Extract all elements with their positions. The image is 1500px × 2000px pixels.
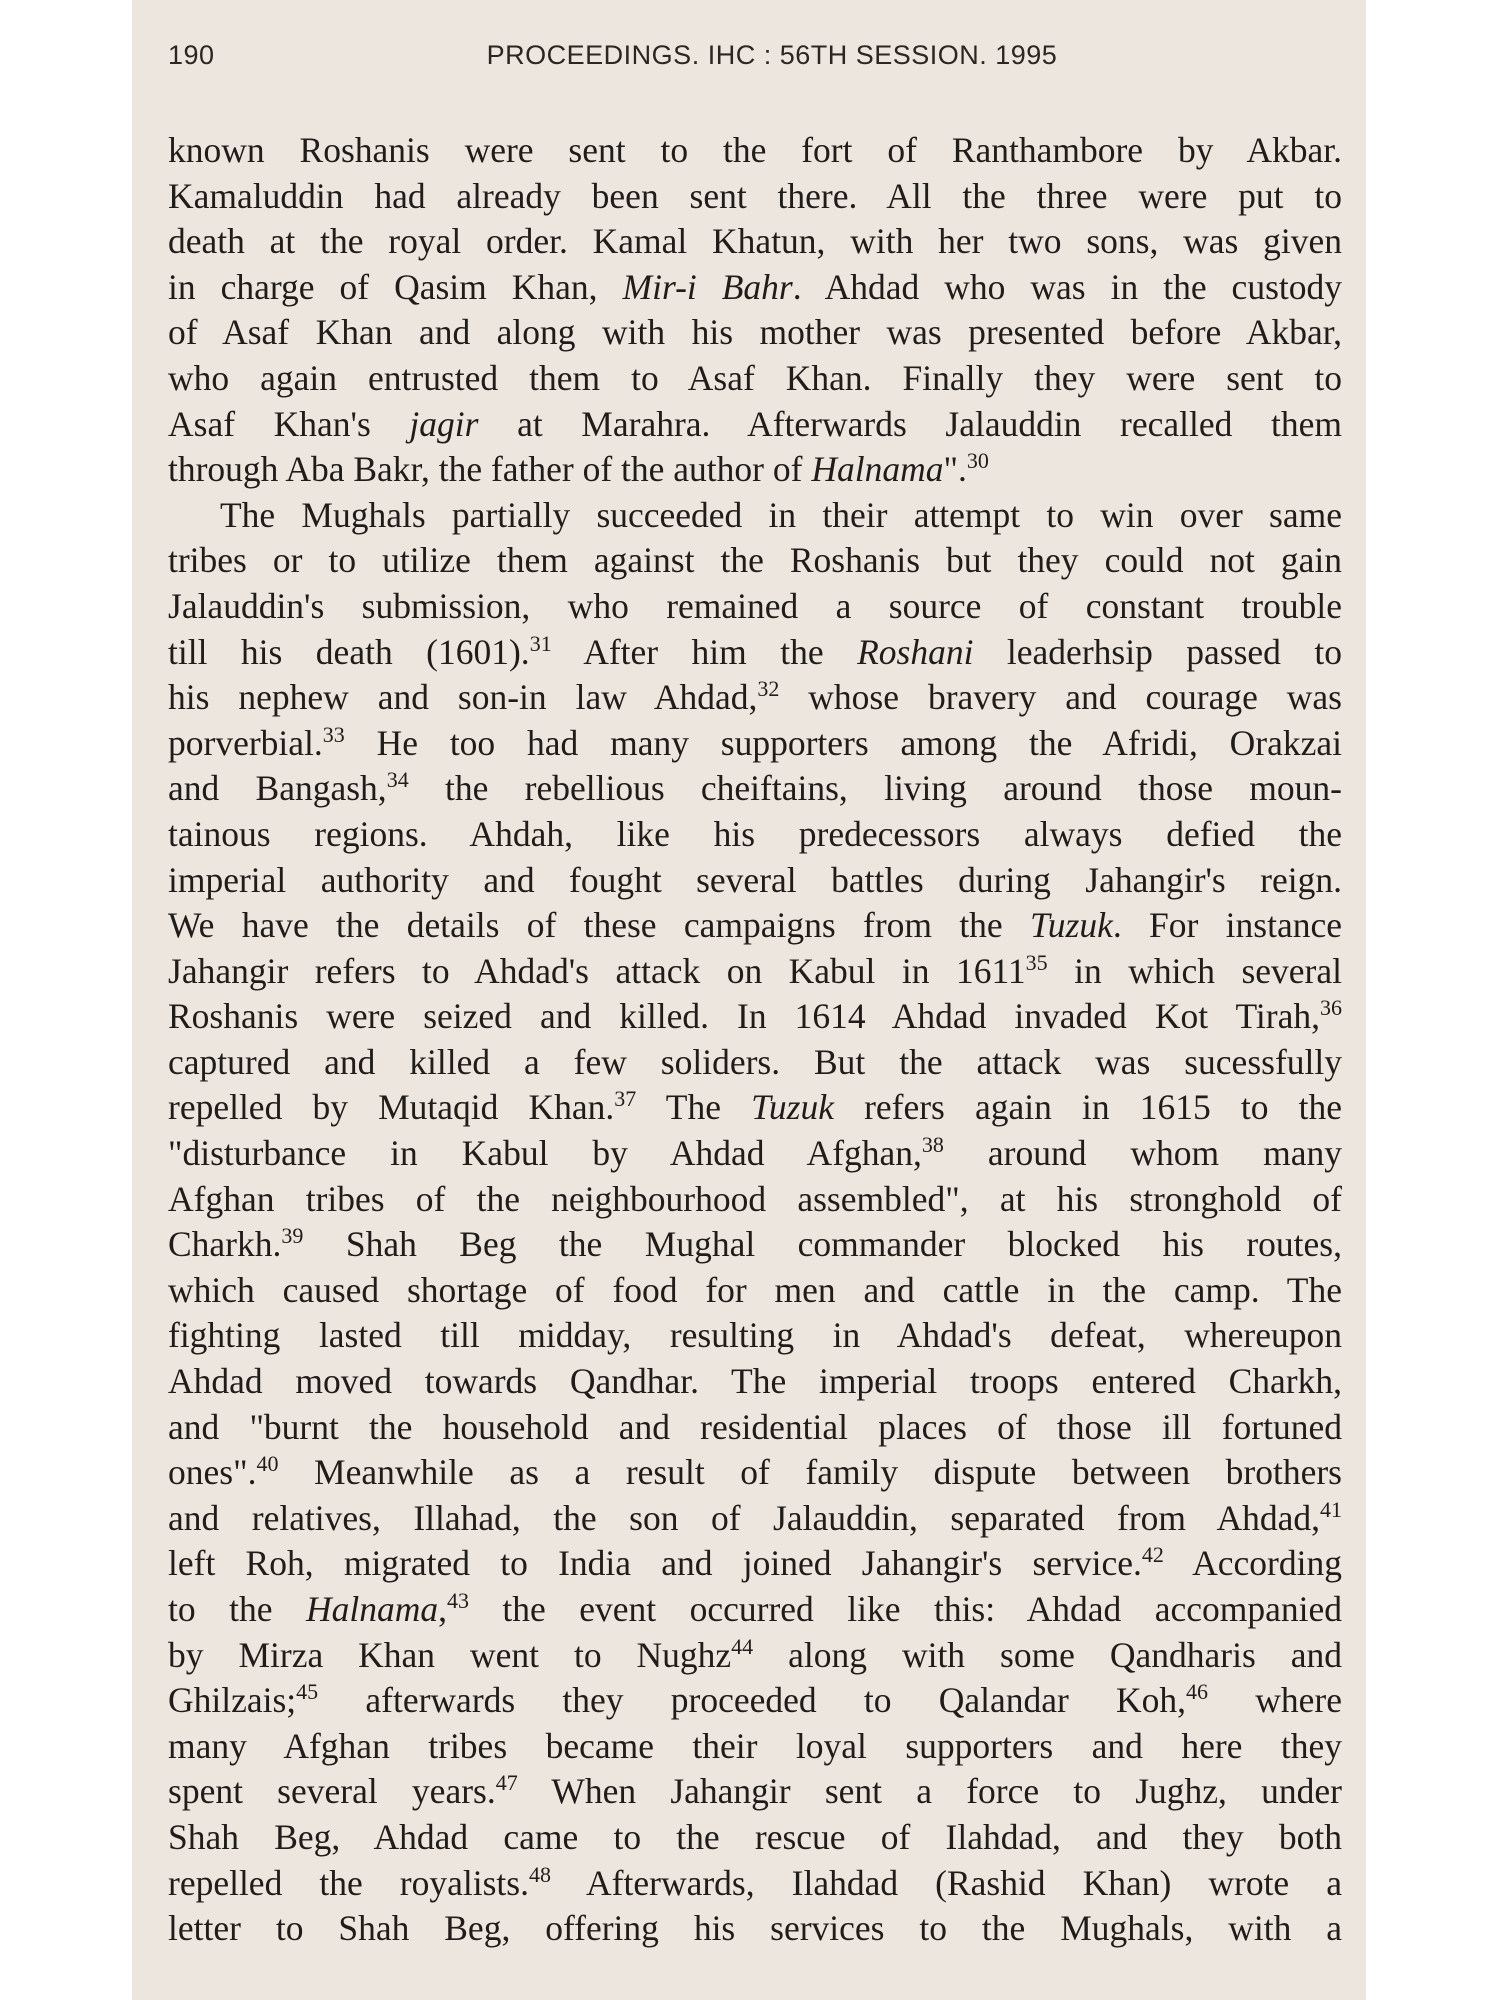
text-segment: and relatives, Illahad, the son of Jalauddin, separated from Ahdad, [168, 1497, 1320, 1538]
footnote-ref: 44 [731, 1633, 754, 1659]
text-segment: Shah Beg the Mughal commander blocked his routes, [303, 1224, 1342, 1265]
text-segment: letter to Shah Beg, offering his services to the Mughals, with a [168, 1908, 1342, 1949]
text-segment: leaderhsip passed to [973, 631, 1343, 672]
text-line [168, 1724, 1342, 1770]
text-line [168, 1496, 1342, 1542]
footnote-ref: 32 [757, 676, 780, 702]
text-segment: Afterwards, Ilahdad (Rashid Khan) wrote a [550, 1862, 1342, 1903]
text-line [168, 1815, 1342, 1861]
text-line [168, 1861, 1342, 1907]
text-segment: Roshanis were seized and killed. In 1614 Ahdad invaded Kot Tirah, [168, 996, 1320, 1037]
book-page [132, 0, 1366, 2000]
text-segment: repelled the royalists. [168, 1862, 529, 1903]
text-line [168, 538, 1342, 584]
footnote-ref: 48 [528, 1861, 551, 1887]
text-segment: death at the royal order. Kamal Khatun, with her two sons, was given [168, 221, 1342, 262]
text-line [168, 766, 1342, 812]
text-line [168, 812, 1342, 858]
text-segment: imperial authority and fought several battles during Jahangir's reign. [168, 859, 1342, 900]
text-segment: spent several years. [168, 1771, 496, 1812]
footnote-ref: 38 [921, 1132, 944, 1158]
text-segment: Ahdad moved towards Qandhar. The imperial troops entered Charkh, [168, 1361, 1342, 1402]
text-line [168, 447, 1342, 493]
text-segment: tainous regions. Ahdah, like his predecessors always defied the [168, 813, 1342, 854]
text-line [168, 128, 1342, 174]
text-segment: many Afghan tribes became their loyal supporters and here they [168, 1725, 1342, 1766]
italic-term: Roshani [857, 631, 974, 672]
text-line [168, 310, 1342, 356]
italic-term: Tuzuk [1030, 905, 1113, 946]
footnote-ref: 33 [322, 721, 345, 747]
footnote-ref: 47 [495, 1770, 518, 1796]
text-segment: left Roh, migrated to India and joined Jahangir's service. [168, 1543, 1142, 1584]
text-segment: and Bangash, [168, 768, 387, 809]
italic-term: Halnama [811, 449, 944, 490]
text-segment: ". [943, 449, 967, 490]
text-segment: fighting lasted till midday, resulting in Ahdad's defeat, whereupon [168, 1315, 1342, 1356]
text-line [168, 1359, 1342, 1405]
text-segment: When Jahangir sent a force to Jughz, under [517, 1771, 1343, 1812]
text-segment: through Aba Bakr, the father of the author of [168, 449, 812, 490]
text-line [168, 265, 1342, 311]
footnote-ref: 37 [614, 1086, 637, 1112]
text-line [168, 1769, 1342, 1815]
text-segment: The Mughals partially succeeded in their attempt to win over same [220, 494, 1342, 535]
text-segment: Ghilzais; [168, 1680, 297, 1721]
text-segment: by Mirza Khan went to Nughz [168, 1634, 732, 1675]
text-segment: whose bravery and courage was [779, 677, 1342, 718]
text-segment: till his death (1601). [168, 631, 530, 672]
text-segment: Kamaluddin had already been sent there. All the three were put to [168, 175, 1342, 216]
text-segment: the event occurred like this: Ahdad accompanied [468, 1589, 1342, 1629]
text-line [168, 1405, 1342, 1451]
text-segment: . Ahdad who was in the custody [792, 266, 1342, 307]
text-line [168, 219, 1342, 265]
italic-term: jagir [409, 403, 479, 444]
text-segment: the rebellious cheiftains, living around those moun- [408, 768, 1342, 809]
text-line [168, 949, 1342, 995]
text-line [168, 858, 1342, 904]
footnote-ref: 40 [256, 1451, 279, 1477]
text-segment: Shah Beg, Ahdad came to the rescue of Ilahdad, and they both [168, 1816, 1342, 1857]
text-line [168, 675, 1342, 721]
footnote-ref: 34 [386, 767, 409, 793]
footnote-ref: 42 [1141, 1542, 1164, 1568]
text-line [168, 630, 1342, 676]
text-segment: We have the details of these campaigns from the [168, 905, 1030, 946]
footnote-ref: 35 [1025, 949, 1048, 975]
text-line [168, 1541, 1342, 1587]
text-segment: around whom many [943, 1133, 1343, 1174]
text-line [168, 1040, 1342, 1086]
text-line [168, 1085, 1342, 1131]
page-number: 190 [168, 40, 215, 70]
footnote-ref: 45 [296, 1679, 319, 1705]
text-segment: Afghan tribes of the neighbourhood assembled", at his stronghold of [168, 1178, 1342, 1219]
text-line [168, 1177, 1342, 1223]
text-segment: According [1163, 1543, 1342, 1584]
text-segment: repelled by Mutaqid Khan. [168, 1087, 615, 1128]
text-segment: of Asaf Khan and along with his mother was presented before Akbar, [168, 312, 1342, 353]
text-line [168, 1906, 1342, 1952]
footnote-ref: 41 [1320, 1496, 1342, 1522]
text-line [168, 1587, 1342, 1633]
text-line [168, 1678, 1342, 1724]
text-segment: along with some Qandharis and [753, 1634, 1342, 1675]
text-segment: After him the [551, 631, 858, 672]
text-segment: in charge of Qasim Khan, [168, 266, 623, 307]
page-header [168, 40, 1336, 80]
text-segment: Jalauddin's submission, who remained a source of constant trouble [168, 585, 1342, 626]
footnote-ref: 46 [1186, 1679, 1209, 1705]
text-segment: refers again in 1615 to the [833, 1087, 1342, 1128]
text-segment: "disturbance in Kabul by Ahdad Afghan, [168, 1133, 922, 1174]
text-segment: He too had many supporters among the Afridi, Orakzai [344, 722, 1342, 763]
italic-term: Mir-i Bahr [622, 266, 793, 307]
text-segment: tribes or to utilize them against the Roshanis but they could not gain [168, 540, 1342, 581]
footnote-ref: 43 [446, 1588, 469, 1614]
text-segment: to the [168, 1589, 306, 1629]
text-segment: ones". [168, 1452, 257, 1493]
text-segment: known Roshanis were sent to the fort of Ranthambore by Akbar. [168, 130, 1342, 170]
italic-term: Tuzuk [751, 1087, 834, 1128]
text-segment: The [636, 1087, 752, 1128]
footnote-ref: 31 [529, 630, 552, 656]
text-segment: in which several [1047, 950, 1342, 991]
text-line [168, 1268, 1342, 1314]
text-segment: Jahangir refers to Ahdad's attack on Kabul in 1611 [168, 950, 1026, 991]
body-text [168, 128, 1342, 1952]
text-segment: captured and killed a few soliders. But the attack was sucessfully [168, 1041, 1342, 1082]
text-line [168, 174, 1342, 220]
text-line [168, 584, 1342, 630]
text-segment: where [1208, 1680, 1342, 1721]
text-line [168, 1450, 1342, 1496]
text-segment: his nephew and son-in law Ahdad, [168, 677, 758, 718]
text-line [168, 903, 1342, 949]
text-segment: Asaf Khan's [168, 403, 410, 444]
text-line [168, 721, 1342, 767]
text-line [168, 1222, 1342, 1268]
text-segment: which caused shortage of food for men and cattle in the camp. The [168, 1269, 1342, 1310]
footnote-ref: 30 [966, 448, 989, 474]
text-line [168, 1633, 1342, 1679]
text-line [168, 493, 1342, 539]
text-line [168, 356, 1342, 402]
footnote-ref: 36 [1320, 995, 1342, 1021]
text-segment: afterwards they proceeded to Qalandar Koh, [318, 1680, 1187, 1721]
text-line [168, 1131, 1342, 1177]
text-segment: porverbial. [168, 722, 323, 763]
text-segment: at Marahra. Afterwards Jalauddin recalled them [478, 403, 1342, 444]
text-segment: and "burnt the household and residential places of those ill fortuned [168, 1406, 1342, 1447]
text-line [168, 994, 1342, 1040]
italic-term: Halnama [305, 1589, 439, 1629]
text-segment: , [438, 1589, 447, 1629]
running-title: PROCEEDINGS. IHC : 56TH SESSION. 1995 [486, 40, 1058, 70]
text-line [168, 1313, 1342, 1359]
text-segment: Meanwhile as a result of family dispute between brothers [278, 1452, 1342, 1493]
text-segment: who again entrusted them to Asaf Khan. Finally they were sent to [168, 357, 1342, 398]
footnote-ref: 39 [281, 1223, 304, 1249]
text-segment: Charkh. [168, 1224, 282, 1265]
text-segment: . For instance [1112, 905, 1342, 946]
text-line [168, 402, 1342, 448]
